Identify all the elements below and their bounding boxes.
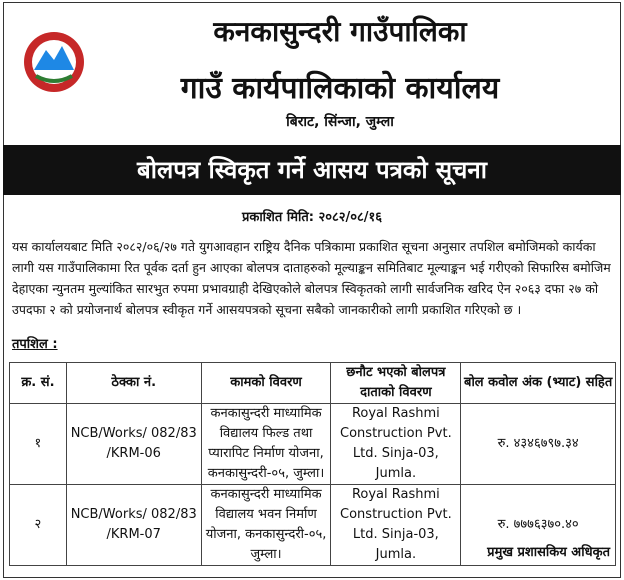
header-contract-no: ठेक्का नं. xyxy=(66,363,201,404)
bidder: Royal Rashmi Construction Pvt. Ltd. Sinja-03, Jumla. xyxy=(331,485,461,566)
contract-no: NCB/Works/ 082/83 /KRM-07 xyxy=(66,485,201,566)
serial: १ xyxy=(10,404,67,485)
municipality-name: कनकासुन्दरी गाउँपालिका xyxy=(213,15,467,48)
notice-body: यस कार्यालयबाट मिति २०८२/०६/२७ गते युगआवहान राष्ट्रिय दैनिक पत्रिकामा प्रकाशित सूचना अनुसार तपशिल बमोजिमको कार्यका लागी यस गाउँपालिकामा रित पूर्वक दर्ता हुन आएका बोलपत्र दाताहरुको मूल्याङ्कन समितिबाट मूल्याङ्कन भई गरीएको सिफारिस बमोजिम देहाएका न्युनतम मुल्यांकित सारभुत रुपमा प्रभावग्राही देखिएकोले बोलपत्र स्विकृतको लागी सार्वजनिक खरिद ऐन २०६३ दफा २७ को उपदफा २ को प्रयोजनार्थ बोलपत्र स्वीकृत गर्ने आसयपत्रको सूचना सबैको जानकारीको लागी प्रकाशित गरिएको छ । xyxy=(12,239,611,317)
header-work-description: कामको विवरण xyxy=(201,363,331,404)
serial: २ xyxy=(10,485,67,566)
address: बिराट, सिंन्जा, जुम्ला xyxy=(286,114,394,130)
signatory-title: प्रमुख प्रशासकिय अधिकृत xyxy=(487,545,610,560)
header-bidder: छनौट भएको बोलपत्र दाताको विवरण xyxy=(331,363,461,404)
notice-title: बोलपत्र स्विकृत गर्ने आसय पत्रको सूचना xyxy=(3,145,621,195)
header-serial: क्र. सं. xyxy=(10,363,67,404)
header-bid-amount: बोल कवोल अंक (भ्याट) सहित xyxy=(461,363,616,404)
bid-amount: रु. ७७७६३७०.४० xyxy=(461,485,616,566)
details-label: तपशिल : xyxy=(12,337,58,352)
table-row xyxy=(10,404,616,485)
office-name: गाउँ कार्यपालिकाको कार्यालय xyxy=(180,71,500,106)
bid-table xyxy=(9,362,616,566)
contract-no: NCB/Works/ 082/83 /KRM-06 xyxy=(66,404,201,485)
table-header-row xyxy=(10,363,616,404)
work-description: कनकासुन्दरी माध्यामिक विद्यालय भवन निर्माण योजना, कनकासुन्दरी-०५, जुम्ला। xyxy=(201,485,331,566)
bid-amount: रु. ४३४६७९७.३४ xyxy=(461,404,616,485)
published-date: प्रकाशित मिति: २०८२/०८/१६ xyxy=(241,210,383,225)
nepal-emblem-logo xyxy=(22,30,86,94)
bidder: Royal Rashmi Construction Pvt. Ltd. Sinja-03, Jumla. xyxy=(331,404,461,485)
work-description: कनकासुन्दरी माध्यामिक विद्यालय फिल्ड तथा प्यारापिट निर्माण योजना, कनकासुन्दरी-०५, जुम्ला। xyxy=(201,404,331,485)
